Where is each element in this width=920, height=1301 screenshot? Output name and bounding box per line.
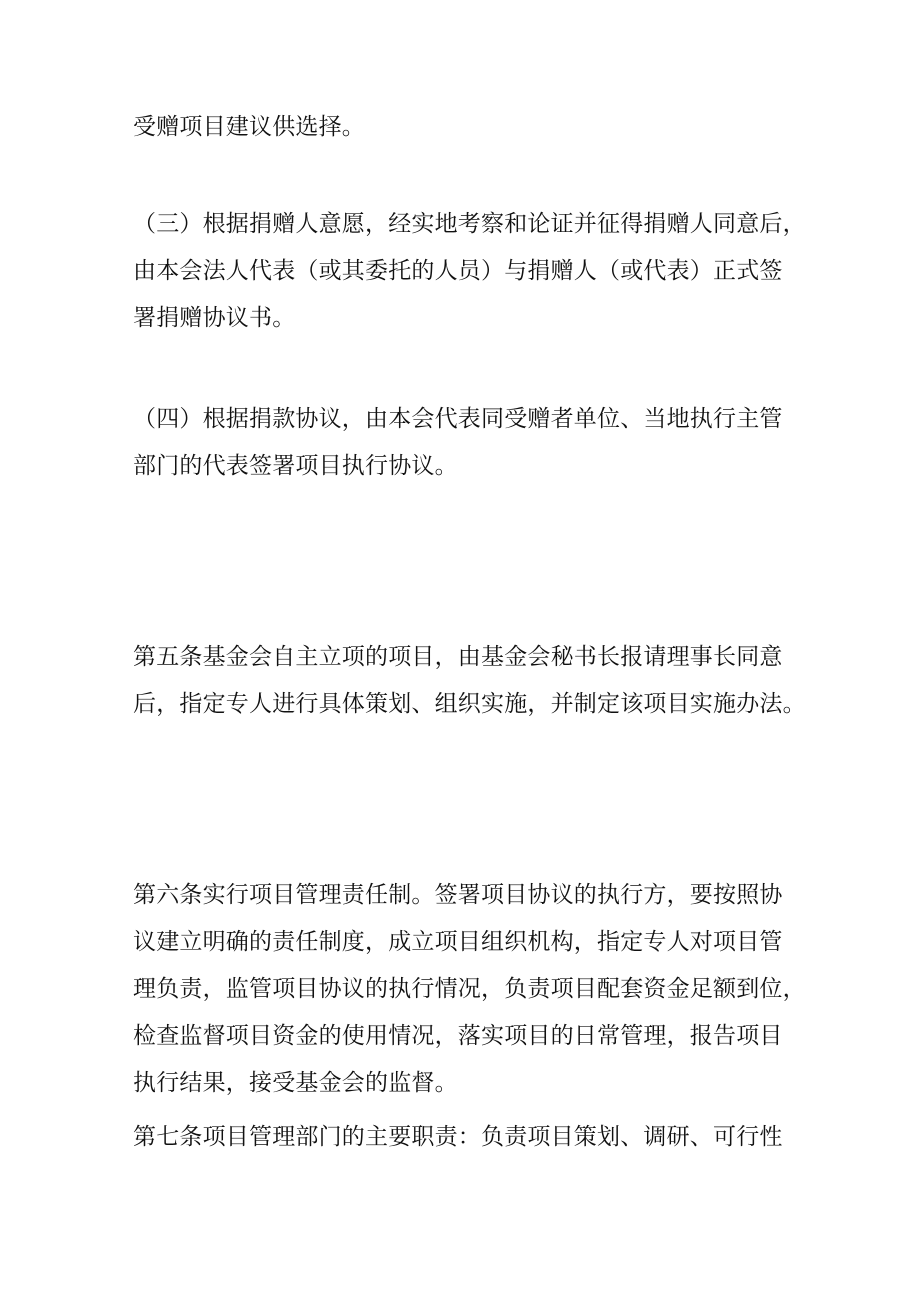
paragraph-article-seven	[133, 1114, 793, 1161]
text-line: 署捐赠协议书。	[133, 305, 296, 331]
text-line: 第五条基金会自主立项的项目，由基金会秘书长报请理事长同意	[133, 644, 783, 670]
text-line: 后，指定专人进行具体策划、组织实施，并制定该项目实施办法。	[133, 691, 806, 717]
text-line: （三）根据捐赠人意愿，经实地考察和论证并征得捐赠人同意后，	[133, 211, 806, 237]
paragraph-article-five	[133, 634, 806, 728]
paragraph-clause-four	[133, 396, 793, 490]
text-line: （四）根据捐款协议，由本会代表同受赠者单位、当地执行主管	[133, 406, 783, 432]
text-line: 第六条实行项目管理责任制。签署项目协议的执行方，要按照协	[133, 882, 783, 908]
text-line: 理负责，监管项目协议的执行情况，负责项目配套资金足额到位，	[133, 976, 806, 1002]
paragraph-clause-three	[133, 201, 806, 342]
text-line: 部门的代表签署项目执行协议。	[133, 453, 458, 479]
text-line: 议建立明确的责任制度，成立项目组织机构，指定专人对项目管	[133, 929, 783, 955]
text-line: 执行结果，接受基金会的监督。	[133, 1070, 458, 1096]
text-line: 检查监督项目资金的使用情况，落实项目的日常管理，报告项目	[133, 1023, 783, 1049]
paragraph-project-selection-end	[133, 104, 793, 151]
text-line: 第七条项目管理部门的主要职责：负责项目策划、调研、可行性	[133, 1124, 783, 1150]
text-line: 由本会法人代表（或其委托的人员）与捐赠人（或代表）正式签	[133, 258, 783, 284]
text-line: 受赠项目建议供选择。	[133, 114, 365, 140]
paragraph-article-six	[133, 872, 806, 1107]
